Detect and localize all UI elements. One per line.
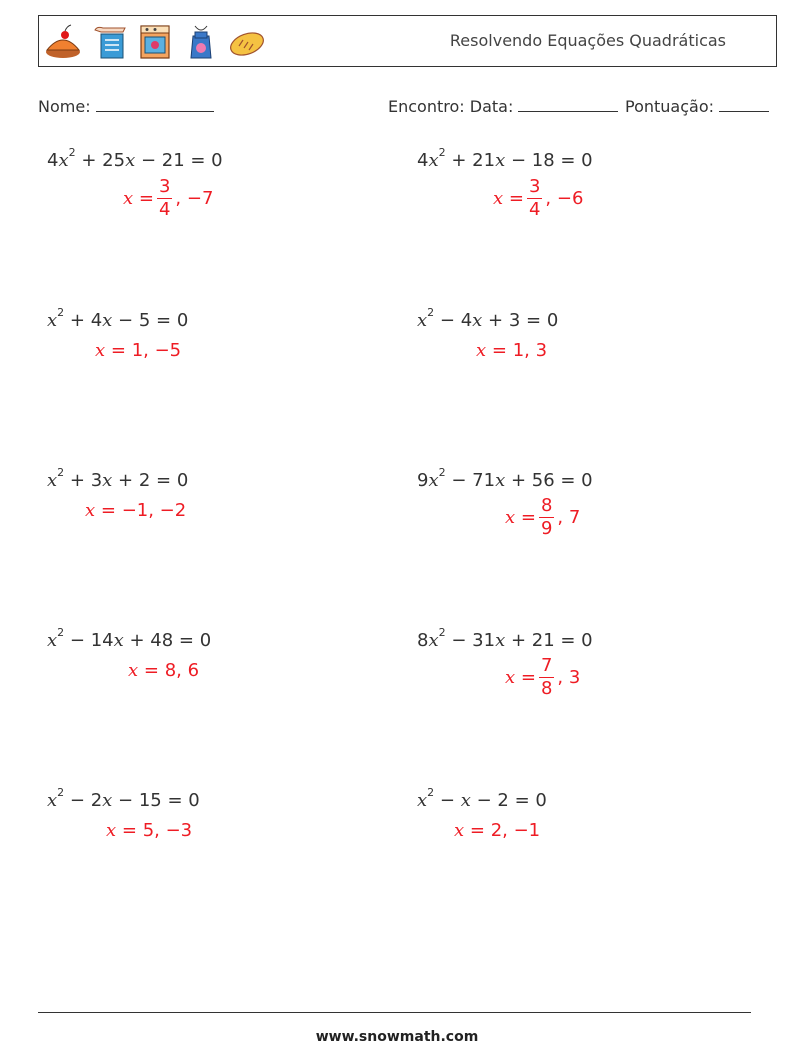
coef-a: 9 — [417, 470, 429, 491]
term-b: + 21 — [451, 150, 496, 171]
fraction-denominator: 4 — [158, 199, 171, 220]
answer-roots: 5, −3 — [142, 820, 193, 841]
answer-rest: , 3 — [557, 667, 581, 688]
answer-roots: 2, −1 — [490, 820, 541, 841]
score-blank[interactable] — [719, 94, 769, 112]
problem-9-equation: $x^2 - 2x - 15 = 0$ — [47, 786, 200, 811]
fraction-denominator: 4 — [528, 199, 541, 220]
term-c: + 48 = 0 — [129, 630, 212, 651]
measuring-jug-icon — [89, 22, 129, 62]
problem-1-answer — [123, 178, 213, 219]
problem-2-answer — [493, 178, 583, 219]
term-b: − 14 — [69, 630, 114, 651]
answer-rest: , −7 — [175, 188, 214, 209]
term-b: − 4 — [439, 310, 473, 331]
term-b: − 71 — [451, 470, 496, 491]
worksheet-title: Resolvendo Equações Quadráticas — [449, 31, 726, 50]
problem-10-equation: $x^2 - x - 2 = 0$ — [417, 786, 547, 811]
problem-4-equation: $x^2 - 4x + 3 = 0$ — [417, 306, 559, 331]
problem-1-equation: $4x^2 + 25x - 21 = 0$ — [47, 146, 223, 171]
worksheet-header — [38, 15, 777, 67]
term-c: + 56 = 0 — [510, 470, 593, 491]
fraction-numerator: 3 — [528, 176, 541, 197]
answer-roots: −1, −2 — [121, 500, 187, 521]
problem-5-answer — [85, 500, 186, 521]
answer-prefix: x = — [505, 667, 536, 688]
footer-divider — [38, 1012, 751, 1013]
fraction-numerator: 8 — [540, 495, 553, 516]
problem-10-answer — [454, 820, 540, 841]
problem-7-answer — [128, 660, 199, 681]
answer-fraction — [539, 657, 554, 698]
answer-roots: 1, 3 — [512, 340, 548, 361]
problem-6-answer — [505, 497, 580, 538]
name-blank[interactable] — [96, 94, 214, 112]
term-c: − 15 = 0 — [118, 790, 200, 811]
fraction-numerator: 3 — [158, 176, 171, 197]
problem-5-equation: $x^2 + 3x + 2 = 0$ — [47, 466, 189, 491]
problem-2-equation: $4x^2 + 21x - 18 = 0$ — [417, 146, 593, 171]
answer-prefix: x = — [476, 340, 513, 361]
cake-icon — [43, 22, 83, 62]
answer-prefix: x = — [95, 340, 132, 361]
term-b: − 31 — [451, 630, 496, 651]
problem-7-equation: $x^2 - 14x + 48 = 0$ — [47, 626, 212, 651]
meeting-label: Encontro: — [388, 97, 465, 116]
term-b: + 25 — [81, 150, 126, 171]
coef-a: 8 — [417, 630, 429, 651]
term-b: − — [439, 790, 455, 811]
term-c: − 5 = 0 — [118, 310, 189, 331]
answer-roots: 1, −5 — [131, 340, 182, 361]
term-c: + 3 = 0 — [488, 310, 559, 331]
coef-a: 4 — [47, 150, 59, 171]
footer-url[interactable]: www.snowmath.com — [315, 1029, 479, 1045]
header-icons — [43, 20, 267, 64]
answer-prefix: x = — [505, 507, 536, 528]
term-b: + 4 — [69, 310, 103, 331]
problem-3-equation: $x^2 + 4x - 5 = 0$ — [47, 306, 189, 331]
answer-rest: , 7 — [557, 507, 581, 528]
problem-8-equation: $8x^2 - 31x + 21 = 0$ — [417, 626, 593, 651]
coef-a: 4 — [417, 150, 429, 171]
term-c: − 18 = 0 — [510, 150, 593, 171]
date-blank[interactable] — [518, 94, 618, 112]
meeting-date-field — [388, 94, 618, 116]
date-label: Data: — [469, 97, 514, 116]
problem-4-answer — [476, 340, 547, 361]
fraction-denominator: 9 — [540, 518, 553, 539]
score-label: Pontuação: — [625, 97, 715, 116]
problem-6-equation: $9x^2 - 71x + 56 = 0$ — [417, 466, 593, 491]
answer-fraction — [527, 178, 542, 219]
fraction-numerator: 7 — [540, 655, 553, 676]
term-c: + 2 = 0 — [118, 470, 189, 491]
answer-rest: , −6 — [545, 188, 584, 209]
apron-icon — [181, 22, 221, 62]
answer-prefix: x = — [493, 188, 524, 209]
answer-prefix: x = — [454, 820, 491, 841]
answer-prefix: x = — [123, 188, 154, 209]
score-field — [625, 94, 769, 116]
answer-fraction — [157, 178, 172, 219]
answer-prefix: x = — [128, 660, 165, 681]
answer-prefix: x = — [85, 500, 122, 521]
term-c: − 21 = 0 — [140, 150, 223, 171]
name-label: Nome: — [38, 97, 91, 116]
answer-prefix: x = — [106, 820, 143, 841]
oven-icon — [135, 22, 175, 62]
term-c: − 2 = 0 — [476, 790, 547, 811]
bread-icon — [227, 22, 267, 62]
term-b: − 2 — [69, 790, 103, 811]
problem-9-answer — [106, 820, 192, 841]
answer-roots: 8, 6 — [164, 660, 200, 681]
term-c: + 21 = 0 — [510, 630, 593, 651]
name-field — [38, 94, 214, 116]
fraction-denominator: 8 — [540, 678, 553, 699]
problem-8-answer — [505, 657, 580, 698]
problem-3-answer — [95, 340, 181, 361]
answer-fraction — [539, 497, 554, 538]
term-b: + 3 — [69, 470, 103, 491]
